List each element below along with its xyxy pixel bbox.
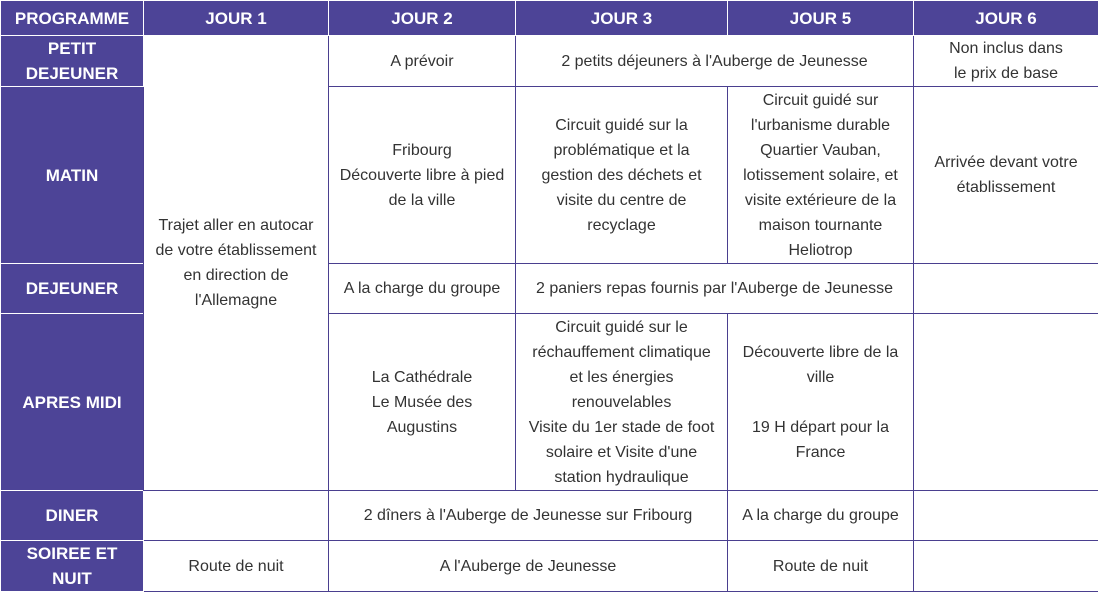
row-diner — [1, 491, 1098, 541]
cell-petit-dejeuner-jour-2: A prévoir — [329, 36, 516, 87]
cell-apres-midi-jour-3: Circuit guidé sur le réchauffement climatique et les énergies renouvelables Visite du 1er stade de foot solaire et Visite d'une station hydraulique — [516, 314, 728, 491]
row-label-dejeuner: DEJEUNER — [1, 264, 144, 314]
cell-dejeuner-jour-2: A la charge du groupe — [329, 264, 516, 314]
cell-matin-jour-2: Fribourg Découverte libre à pied de la ville — [329, 87, 516, 264]
cell-dejeuner-jour-6 — [914, 264, 1098, 314]
cell-matin-jour-6: Arrivée devant votre établissement — [914, 87, 1098, 264]
cell-trajet-aller: Trajet aller en autocar de votre établissement en direction de l'Allemagne — [144, 36, 329, 491]
cell-soiree-jour-6 — [914, 541, 1098, 592]
cell-diner-jour-6 — [914, 491, 1098, 541]
cell-diner-jour-5: A la charge du groupe — [728, 491, 914, 541]
cell-apres-midi-jour-6 — [914, 314, 1098, 491]
row-label-apres-midi: APRES MIDI — [1, 314, 144, 491]
cell-petit-dejeuner-jour-6: Non inclus dans le prix de base — [914, 36, 1098, 87]
header-programme: PROGRAMME — [1, 1, 144, 36]
cell-soiree-jour-1: Route de nuit — [144, 541, 329, 592]
cell-soiree-jour-5: Route de nuit — [728, 541, 914, 592]
cell-diner-jour-2-3: 2 dîners à l'Auberge de Jeunesse sur Fribourg — [329, 491, 728, 541]
header-jour-3: JOUR 3 — [516, 1, 728, 36]
header-jour-2: JOUR 2 — [329, 1, 516, 36]
cell-petit-dejeuner-jour-3-5: 2 petits déjeuners à l'Auberge de Jeunesse — [516, 36, 914, 87]
cell-apres-midi-jour-5: Découverte libre de la ville 19 H départ pour la France — [728, 314, 914, 491]
header-jour-1: JOUR 1 — [144, 1, 329, 36]
row-petit-dejeuner — [1, 36, 1098, 87]
row-soiree-et-nuit — [1, 541, 1098, 592]
row-label-diner: DINER — [1, 491, 144, 541]
cell-matin-jour-3: Circuit guidé sur la problématique et la gestion des déchets et visite du centre de recyclage — [516, 87, 728, 264]
header-jour-5: JOUR 5 — [728, 1, 914, 36]
header-row — [1, 1, 1098, 36]
cell-diner-jour-1 — [144, 491, 329, 541]
header-jour-6: JOUR 6 — [914, 1, 1098, 36]
row-label-soiree-et-nuit: SOIREE ET NUIT — [1, 541, 144, 592]
cell-dejeuner-jour-3-5: 2 paniers repas fournis par l'Auberge de Jeunesse — [516, 264, 914, 314]
row-label-matin: MATIN — [1, 87, 144, 264]
cell-soiree-jour-2-3: A l'Auberge de Jeunesse — [329, 541, 728, 592]
cell-apres-midi-jour-2: La Cathédrale Le Musée des Augustins — [329, 314, 516, 491]
row-label-petit-dejeuner: PETIT DEJEUNER — [1, 36, 144, 87]
cell-matin-jour-5: Circuit guidé sur l'urbanisme durable Quartier Vauban, lotissement solaire, et visite extérieure de la maison tournante Heliotrop — [728, 87, 914, 264]
